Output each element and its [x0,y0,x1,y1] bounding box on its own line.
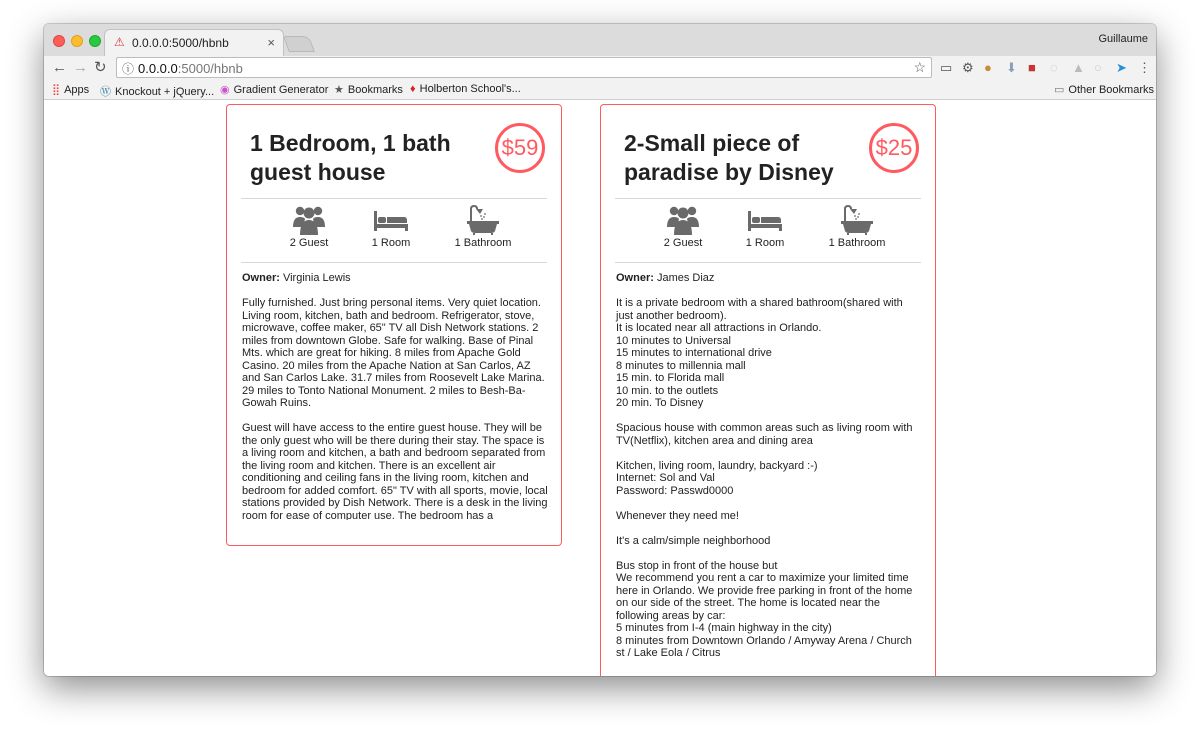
extension-icon[interactable]: ◌ [1050,60,1058,75]
bookmark-knockout[interactable] [100,83,214,99]
bookmark-label: Other Bookmarks [1068,84,1154,96]
owner-line [616,272,922,285]
description-paragraph: Fully furnished. Just bring personal items. Very quiet location. Living room, kitchen, bath and bedroom. Refrigerator, stove, microwave, coffee maker, 65" TV all Dish Network stations. 2 miles from downtown Globe. Safe for walking. Base of Pinal Mts. which are great for hiking. 8 miles from Apache Gold Casino. 20 miles from the Apache Nation at San Carlos, AZ and San Carlos Lake. 31.7 miles from Roosevelt Lake Marina. 29 miles to Tonto National Monument. 2 miles to Besh-Ba-Gowah Ruins. [242,297,545,409]
bookmark-star-icon[interactable]: ☆ [913,59,926,75]
place-card [600,104,936,676]
forward-icon[interactable]: → [73,59,88,76]
price-badge: $59 [495,123,545,173]
bookmark-label: Gradient Generator [233,84,329,96]
bookmarks-bar [44,80,1156,100]
bed-icon [748,205,782,235]
back-icon[interactable]: ← [52,59,67,76]
reload-icon[interactable]: ↻ [94,59,107,76]
place-information [615,198,921,263]
new-tab-button[interactable] [283,36,315,52]
url-host: 0.0.0.0 [138,61,178,76]
bathtub-icon [467,205,499,235]
room-label: 1 Room [745,237,785,249]
place-title: 1 Bedroom, 1 bath guest house [250,130,451,185]
room-info [361,205,421,249]
bathtub-icon [841,205,873,235]
drive-icon[interactable]: ▲ [1072,60,1085,75]
owner-label: Owner: [242,272,280,284]
bookmark-label: Bookmarks [347,84,403,96]
menu-icon[interactable]: ⋮ [1138,60,1151,75]
profile-name[interactable]: Guillaume [1098,33,1148,45]
room-info [735,205,795,249]
description-paragraph: Guest will have access to the entire guest house. They will be the only guest who will be there during their stay. The space is a living room and kitchen, a bath and bedroom separated from the living room and kitchen. There is an excellent air conditioning and ceiling fans in the living room, kitchen and bedroom for added comfort. 65" TV with all sports, movie, local stations provided by Dish Network. There is a desk in the living room for ease of computer use. The bedroom has a [242,422,548,520]
apps-icon: ⣿ [52,84,61,96]
description-paragraph: It is a private bedroom with a shared bathroom(shared with just another bedroom). It is located near all attractions in Orlando. 10 minutes to Universal 15 minutes to international drive 8 minutes to millennia mall 15 min. to Florida mall 10 min. to the outlets 20 min. To Disney [616,297,903,409]
maximize-window-button[interactable] [89,35,101,47]
info-icon[interactable]: ⓘ [122,62,135,76]
browser-window [44,24,1156,676]
owner-name: Virginia Lewis [282,272,351,284]
extension-icon-2[interactable]: ○ [1094,60,1102,75]
notification-icon[interactable]: ■ [1028,60,1036,75]
description-paragraph: Kitchen, living room, laundry, backyard :-) Internet: Sol and Val Password: Passwd0000 [616,459,818,497]
guest-label: 2 Guest [663,237,703,249]
bookmark-label: Knockout + jQuery... [115,86,215,98]
description-paragraph: Whenever they need me! [616,509,739,522]
place-information [241,198,547,263]
owner-line [242,272,548,285]
guest-label: 2 Guest [289,237,329,249]
bed-icon [374,205,408,235]
description-paragraph: Bus stop in front of the house but We recommend you rent a car to maximize your limited time here in Orlando. We provide free parking in front of the home on our side of the street. The home is located near the following areas by car: 5 minutes from I-4 (main highway in the city) 8 minutes from Downtown Orlando / Amyway Arena / Church st / Lake Eola / Citrus [616,559,913,659]
bathroom-label: 1 Bathroom [828,237,886,249]
bookmark-other[interactable] [1054,83,1154,96]
wordpress-icon: Ⓦ [100,86,111,98]
bathroom-label: 1 Bathroom [454,237,512,249]
gradient-icon: ◉ [220,84,230,96]
title-bar [44,24,1156,57]
description-paragraph: Spacious house with common areas such as living room with TV(Netflix), kitchen area and dining area [616,422,913,447]
guest-info [653,205,713,249]
bookmark-bookmarks[interactable] [334,83,403,96]
place-header [601,105,935,193]
tab-close-icon[interactable]: × [267,35,275,50]
gear-icon[interactable]: ⚙ [962,60,974,75]
room-label: 1 Room [371,237,411,249]
browser-tab[interactable] [104,29,284,57]
owner-name: James Diaz [656,272,715,284]
tab-title: 0.0.0.0:5000/hbnb [132,36,229,50]
cookie-icon[interactable]: ● [984,60,992,75]
url-text[interactable] [138,61,243,76]
bathroom-info [817,205,897,249]
toolbar [44,56,1156,80]
holberton-icon: ♦ [410,83,416,95]
url-path: :5000/hbnb [177,61,243,76]
bird-icon[interactable]: ➤ [1116,60,1127,75]
place-header [227,105,561,193]
folder-icon: ▭ [1054,84,1065,96]
place-description [616,272,922,672]
guests-icon [293,205,325,235]
bookmark-apps[interactable] [52,83,89,96]
guests-icon [667,205,699,235]
close-window-button[interactable] [53,35,65,47]
bookmark-holberton[interactable] [410,83,521,95]
cast-icon[interactable]: ▭ [940,60,953,75]
bookmark-label: Apps [64,84,90,96]
bookmark-label: Holberton School's... [419,83,521,95]
place-card [226,104,562,546]
download-icon[interactable]: ⬇ [1006,60,1017,75]
minimize-window-button[interactable] [71,35,83,47]
bookmark-gradient[interactable] [220,83,328,96]
guest-info [279,205,339,249]
bathroom-info [443,205,523,249]
description-paragraph: It's a calm/simple neighborhood [616,534,771,547]
price-badge: $25 [869,123,919,173]
owner-label: Owner: [616,272,654,284]
star-icon: ★ [334,84,344,96]
address-bar[interactable] [116,57,932,78]
place-description [242,272,548,520]
place-title: 2-Small piece of paradise by Disney [624,130,834,185]
page-content [44,100,1156,676]
warning-icon: ⚠ [114,35,125,49]
